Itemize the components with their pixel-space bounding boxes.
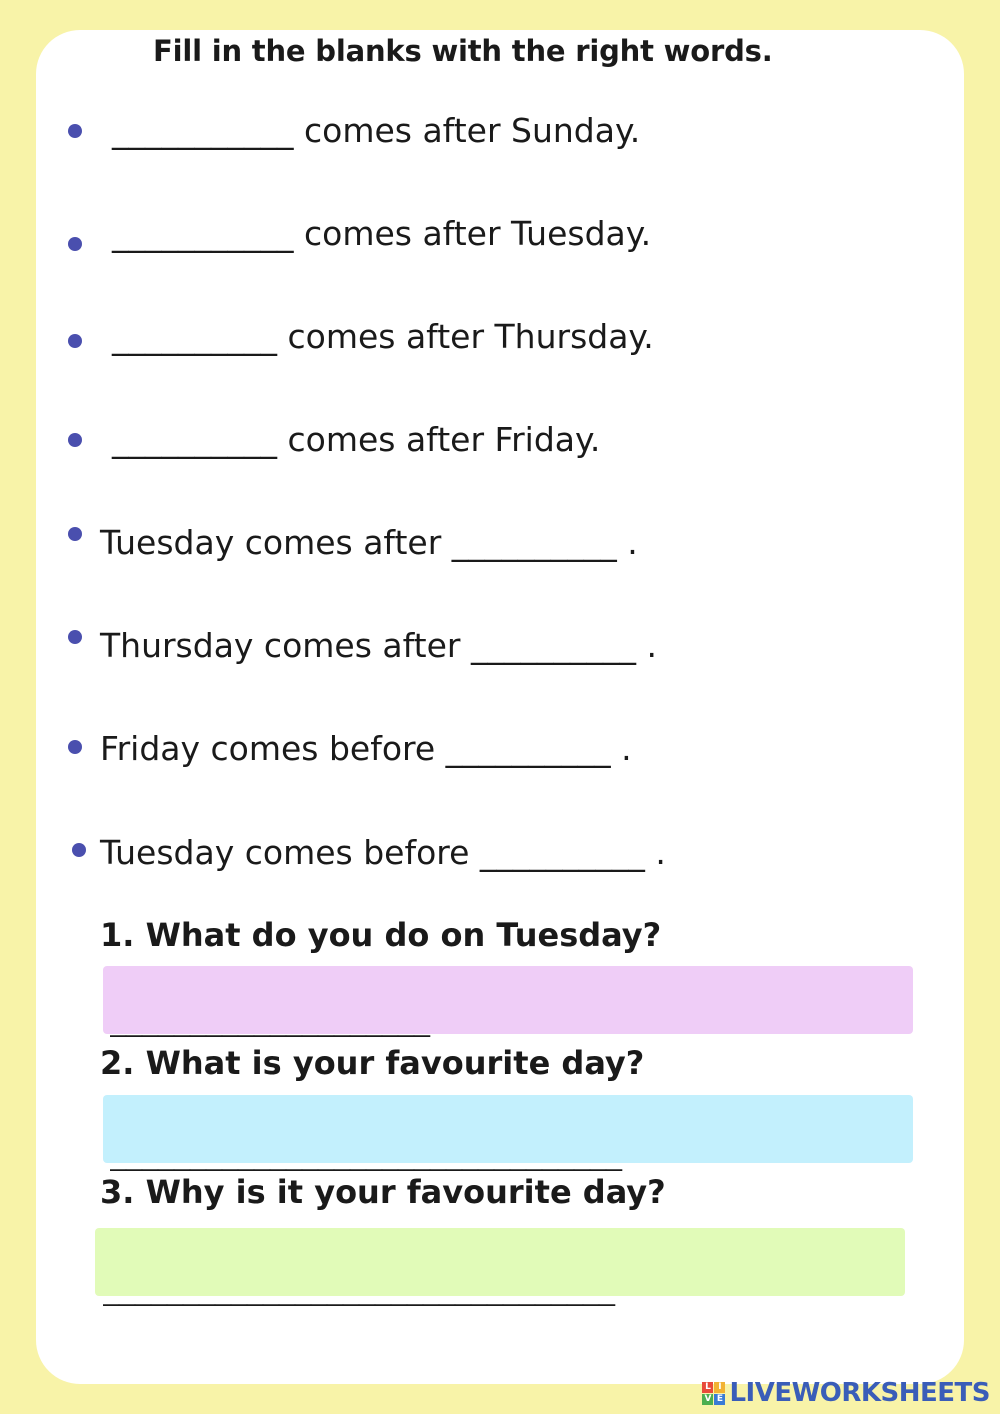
blank-sentence: ___________ comes after Tuesday.: [112, 214, 652, 253]
blank-sentence: Thursday comes after __________ .: [100, 626, 657, 665]
logo-blocks-icon: [702, 1382, 725, 1405]
answer-blank-3: ________________________________: [103, 1270, 615, 1306]
bullet-icon: [72, 843, 86, 857]
logo-block: V: [702, 1394, 713, 1405]
bullet-icon: [68, 124, 82, 138]
blank-sentence: __________ comes after Thursday.: [112, 317, 654, 356]
logo-block: I: [714, 1382, 725, 1393]
answer-blank-2: ________________________________: [110, 1135, 622, 1171]
logo-block: L: [702, 1382, 713, 1393]
bullet-icon: [68, 334, 82, 348]
blank-sentence: Tuesday comes after __________ .: [100, 523, 638, 562]
blank-sentence: __________ comes after Friday.: [112, 420, 601, 459]
bullet-icon: [68, 630, 82, 644]
question-2: 2. What is your favourite day?: [100, 1044, 645, 1082]
blank-sentence: Friday comes before __________ .: [100, 729, 632, 768]
bullet-icon: [68, 433, 82, 447]
blank-sentence: Tuesday comes before __________ .: [100, 833, 666, 872]
worksheet-title: Fill in the blanks with the right words.: [153, 34, 773, 68]
bullet-icon: [68, 527, 82, 541]
logo-block: E: [714, 1394, 725, 1405]
brand-name: LIVEWORKSHEETS: [729, 1378, 990, 1408]
question-3: 3. Why is it your favourite day?: [100, 1173, 666, 1211]
liveworksheets-logo: [702, 1378, 990, 1408]
answer-blank-1: ____________________: [110, 1001, 430, 1037]
bullet-icon: [68, 237, 82, 251]
question-1: 1. What do you do on Tuesday?: [100, 916, 662, 954]
bullet-icon: [68, 740, 82, 754]
blank-sentence: ___________ comes after Sunday.: [112, 111, 641, 150]
